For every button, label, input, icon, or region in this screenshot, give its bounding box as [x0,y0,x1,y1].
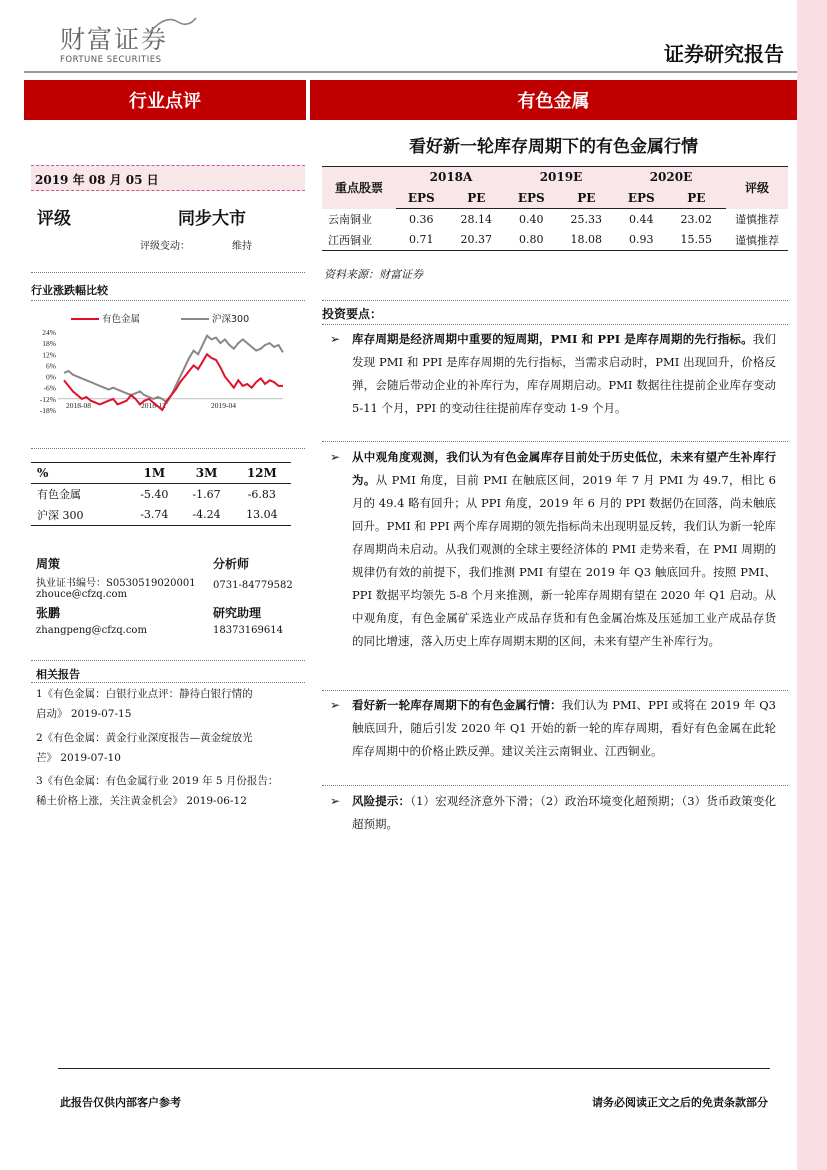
table-row [322,230,788,251]
footer-disclaimer-link[interactable]: 请务必阅读正文之后的免责条款部分 [592,1096,768,1109]
divider [31,448,305,449]
rating-change-value: 维持 [232,241,252,252]
investment-point [330,328,776,420]
perf-cell: 沪深 300 [31,505,128,526]
logo-chinese: 财富证券 [60,25,169,54]
performance-table [31,462,291,526]
footer-note: 此报告仅供内部客户参考 [60,1096,181,1109]
x-tick-label: 2018-12 [141,400,166,410]
analyst-cert: 执业证书编号：S0530519020001 [36,578,196,589]
val-year: 2018A [396,167,506,188]
analyst-email[interactable]: zhouce@cfzq.com [36,589,127,600]
val-col-label: 重点股票 [322,167,396,209]
divider [322,785,788,786]
footer-divider [58,1068,770,1069]
y-tick-label: 24% [42,328,56,337]
divider [31,682,305,683]
industry-performance-chart [31,308,305,426]
val-sub: PE [667,188,726,209]
stock-rating: 谨慎推荐 [735,213,779,226]
stock-name: 云南铜业 [328,213,372,226]
perf-cell: -3.74 [128,505,180,526]
val-cell: 0.71 [396,230,447,251]
banner-industry: 有色金属 [310,80,797,120]
assistant-role: 研究助理 [213,606,262,620]
arrow-bullet-icon: ➢ [330,332,341,346]
series-line [64,354,283,410]
chart-grid [40,328,283,415]
perf-cell: -6.83 [247,487,276,501]
assistant-phone: 18373169614 [213,625,283,636]
val-year: 2020E [616,167,726,188]
perf-cell: -1.67 [192,487,221,501]
y-tick-label: 18% [42,339,56,349]
point-text: 我们认为 PMI、PPI 或将在 2019 年 Q3 触底回升，随后引发 2020 年 Q1 开始的新一轮的库存周期，看好有色金属在此轮库存周期中的价格止跌反弹。建议关注云南铜业、江西铜业。 [352,698,776,758]
y-tick-label: 12% [42,350,56,360]
related-report-item[interactable] [36,771,304,811]
related-report-line: 2《有色金属：黄金行业深度报告—黄金绽放光 [36,732,253,744]
divider [31,300,305,301]
divider [31,272,305,273]
point-heading: 从中观角度观测，我们认为有色金属库存目前处于历史低位，未来有望产生补库行为。 [352,450,776,487]
related-report-line: 芒》 2019-07-10 [36,752,121,764]
logo-english: FORTUNE SECURITIES [60,55,162,65]
related-report-item[interactable] [36,684,304,724]
related-reports-title: 相关报告 [36,668,80,681]
val-cell: 0.80 [506,230,557,251]
y-tick-label: -18% [39,406,56,415]
perf-header: 1M [128,463,180,484]
val-sub: PE [447,188,506,209]
header-divider [24,71,797,73]
legend-label: 有色金属 [102,314,141,325]
val-cell: 15.55 [667,230,726,251]
divider [322,690,788,691]
stock-name: 江西铜业 [322,230,396,251]
perf-cell: 13.04 [233,505,291,526]
analyst-phone: 0731-84779582 [213,580,293,591]
assistant-name: 张鹏 [36,606,61,620]
val-cell: 25.33 [570,212,603,226]
val-cell: 0.40 [519,212,544,226]
table-row [322,209,788,230]
point-heading: 看好新一轮库存周期下的有色金属行情： [352,698,562,712]
point-text: （1）宏观经济意外下滑；（2）政治环境变化超预期；（3）货币政策变化超预期。 [352,794,776,831]
chart-section-title: 行业涨跌幅比较 [31,284,108,297]
analyst-role: 分析师 [213,557,250,571]
divider [322,441,788,442]
rating-value: 同步大市 [178,209,246,229]
val-cell: 23.02 [680,212,713,226]
x-tick-label: 2019-04 [211,400,236,410]
perf-header: % [31,463,128,484]
assistant-email[interactable]: zhangpeng@cfzq.com [36,625,147,636]
val-sub: EPS [616,188,667,209]
related-report-line: 3《有色金属：有色金属行业 2019 年 5 月份报告： [36,775,279,787]
val-cell: 28.14 [460,212,493,226]
perf-header: 12M [233,463,291,484]
point-text: 我们发现 PMI 和 PPI 是库存周期的先行指标，当需求启动时，PMI 出现回升，价格反弹，会随后带动企业的补库行为，库存周期启动。PMI 数据往往提前企业库存变动 5-11 个月，PPI 的变动往往提前库存变动 1-9 个月。 [352,332,776,415]
table-source: 资料来源：财富证券 [324,268,423,281]
logo-hill-icon [148,12,198,34]
arrow-bullet-icon: ➢ [330,698,341,712]
point-text: 从 PMI 角度，目前 PMI 在触底区间，2019 年 7 月 PMI 为 49.7，相比 6 月的 49.4 略有回升；从 PPI 角度，2019 年 6 月的 PPI 数据仍在回落，尚未触底回升。PMI 和 PPI 两个库存周期的领先指标尚未出现明显反转，我们认为新一轮库存周期尚未启动。从我们观测的全球主要经济体的 PMI 走势来看，在 PMI 周期的规律仍有效的前提下，我们推测 PMI 有望在 2019 年 Q3 触底回升。按照 PMI、PPI 数据平均领先 5-8 个月来推测，新一轮库存周期有望在 2020 年 Q1 启动。从中观角度，有色金属矿采选业产成品存货和有色金属冶炼及压延加工业产成品存货的同比增速，落入历史上库存周期末期的区间，未来有望产生补库行为。 [352,473,776,648]
analyst-name: 周策 [36,557,61,571]
report-type: 证券研究报告 [664,42,784,66]
legend-label: 沪深300 [212,314,250,325]
rating-change-label: 评级变动： [140,241,190,252]
divider [31,660,305,661]
investment-point [330,446,776,653]
table-row [31,505,291,526]
y-tick-label: 6% [46,361,56,371]
perf-cell: -5.40 [140,487,169,501]
y-tick-label: 0% [46,372,56,382]
divider [322,324,788,325]
decorative-side-strip [797,0,827,1170]
valuation-table [322,166,788,251]
val-cell: 0.36 [409,212,434,226]
val-rating-col: 评级 [726,167,788,209]
related-report-line: 启动》 2019-07-15 [36,708,132,720]
val-cell: 0.93 [616,230,667,251]
perf-header: 3M [180,463,232,484]
perf-cell: -4.24 [180,505,232,526]
arrow-bullet-icon: ➢ [330,450,341,464]
related-report-line: 稀土价格上涨，关注黄金机会》 2019-06-12 [36,795,247,807]
investment-title: 投资要点： [322,307,383,321]
related-report-line: 1《有色金属：白银行业点评：静待白银行情的 [36,688,253,700]
arrow-bullet-icon: ➢ [330,794,341,808]
val-sub: EPS [396,188,447,209]
y-tick-label: -12% [39,394,56,404]
val-cell: 0.44 [629,212,654,226]
perf-cell: 有色金属 [37,488,81,502]
related-report-item[interactable] [36,728,304,768]
val-sub: EPS [506,188,557,209]
val-sub: PE [557,188,616,209]
investment-point [330,790,776,836]
investment-point [330,694,776,763]
x-tick-label: 2018-08 [66,400,91,410]
chart-legend [71,313,249,325]
point-heading: 风险提示： [352,794,411,808]
point-heading: 库存周期是经济周期中重要的短周期，PMI 和 PPI 是库存周期的先行指标。 [352,332,753,346]
val-cell: 18.08 [557,230,616,251]
divider [322,300,788,301]
stock-rating: 谨慎推荐 [726,230,788,251]
table-row [31,484,291,505]
report-date: 2019 年 08 月 05 日 [31,165,305,191]
rating-label: 评级 [37,209,71,229]
y-tick-label: -6% [43,383,56,393]
banner-category: 行业点评 [24,80,306,120]
val-cell: 20.37 [447,230,506,251]
report-title: 看好新一轮库存周期下的有色金属行情 [409,137,698,157]
val-year: 2019E [506,167,616,188]
